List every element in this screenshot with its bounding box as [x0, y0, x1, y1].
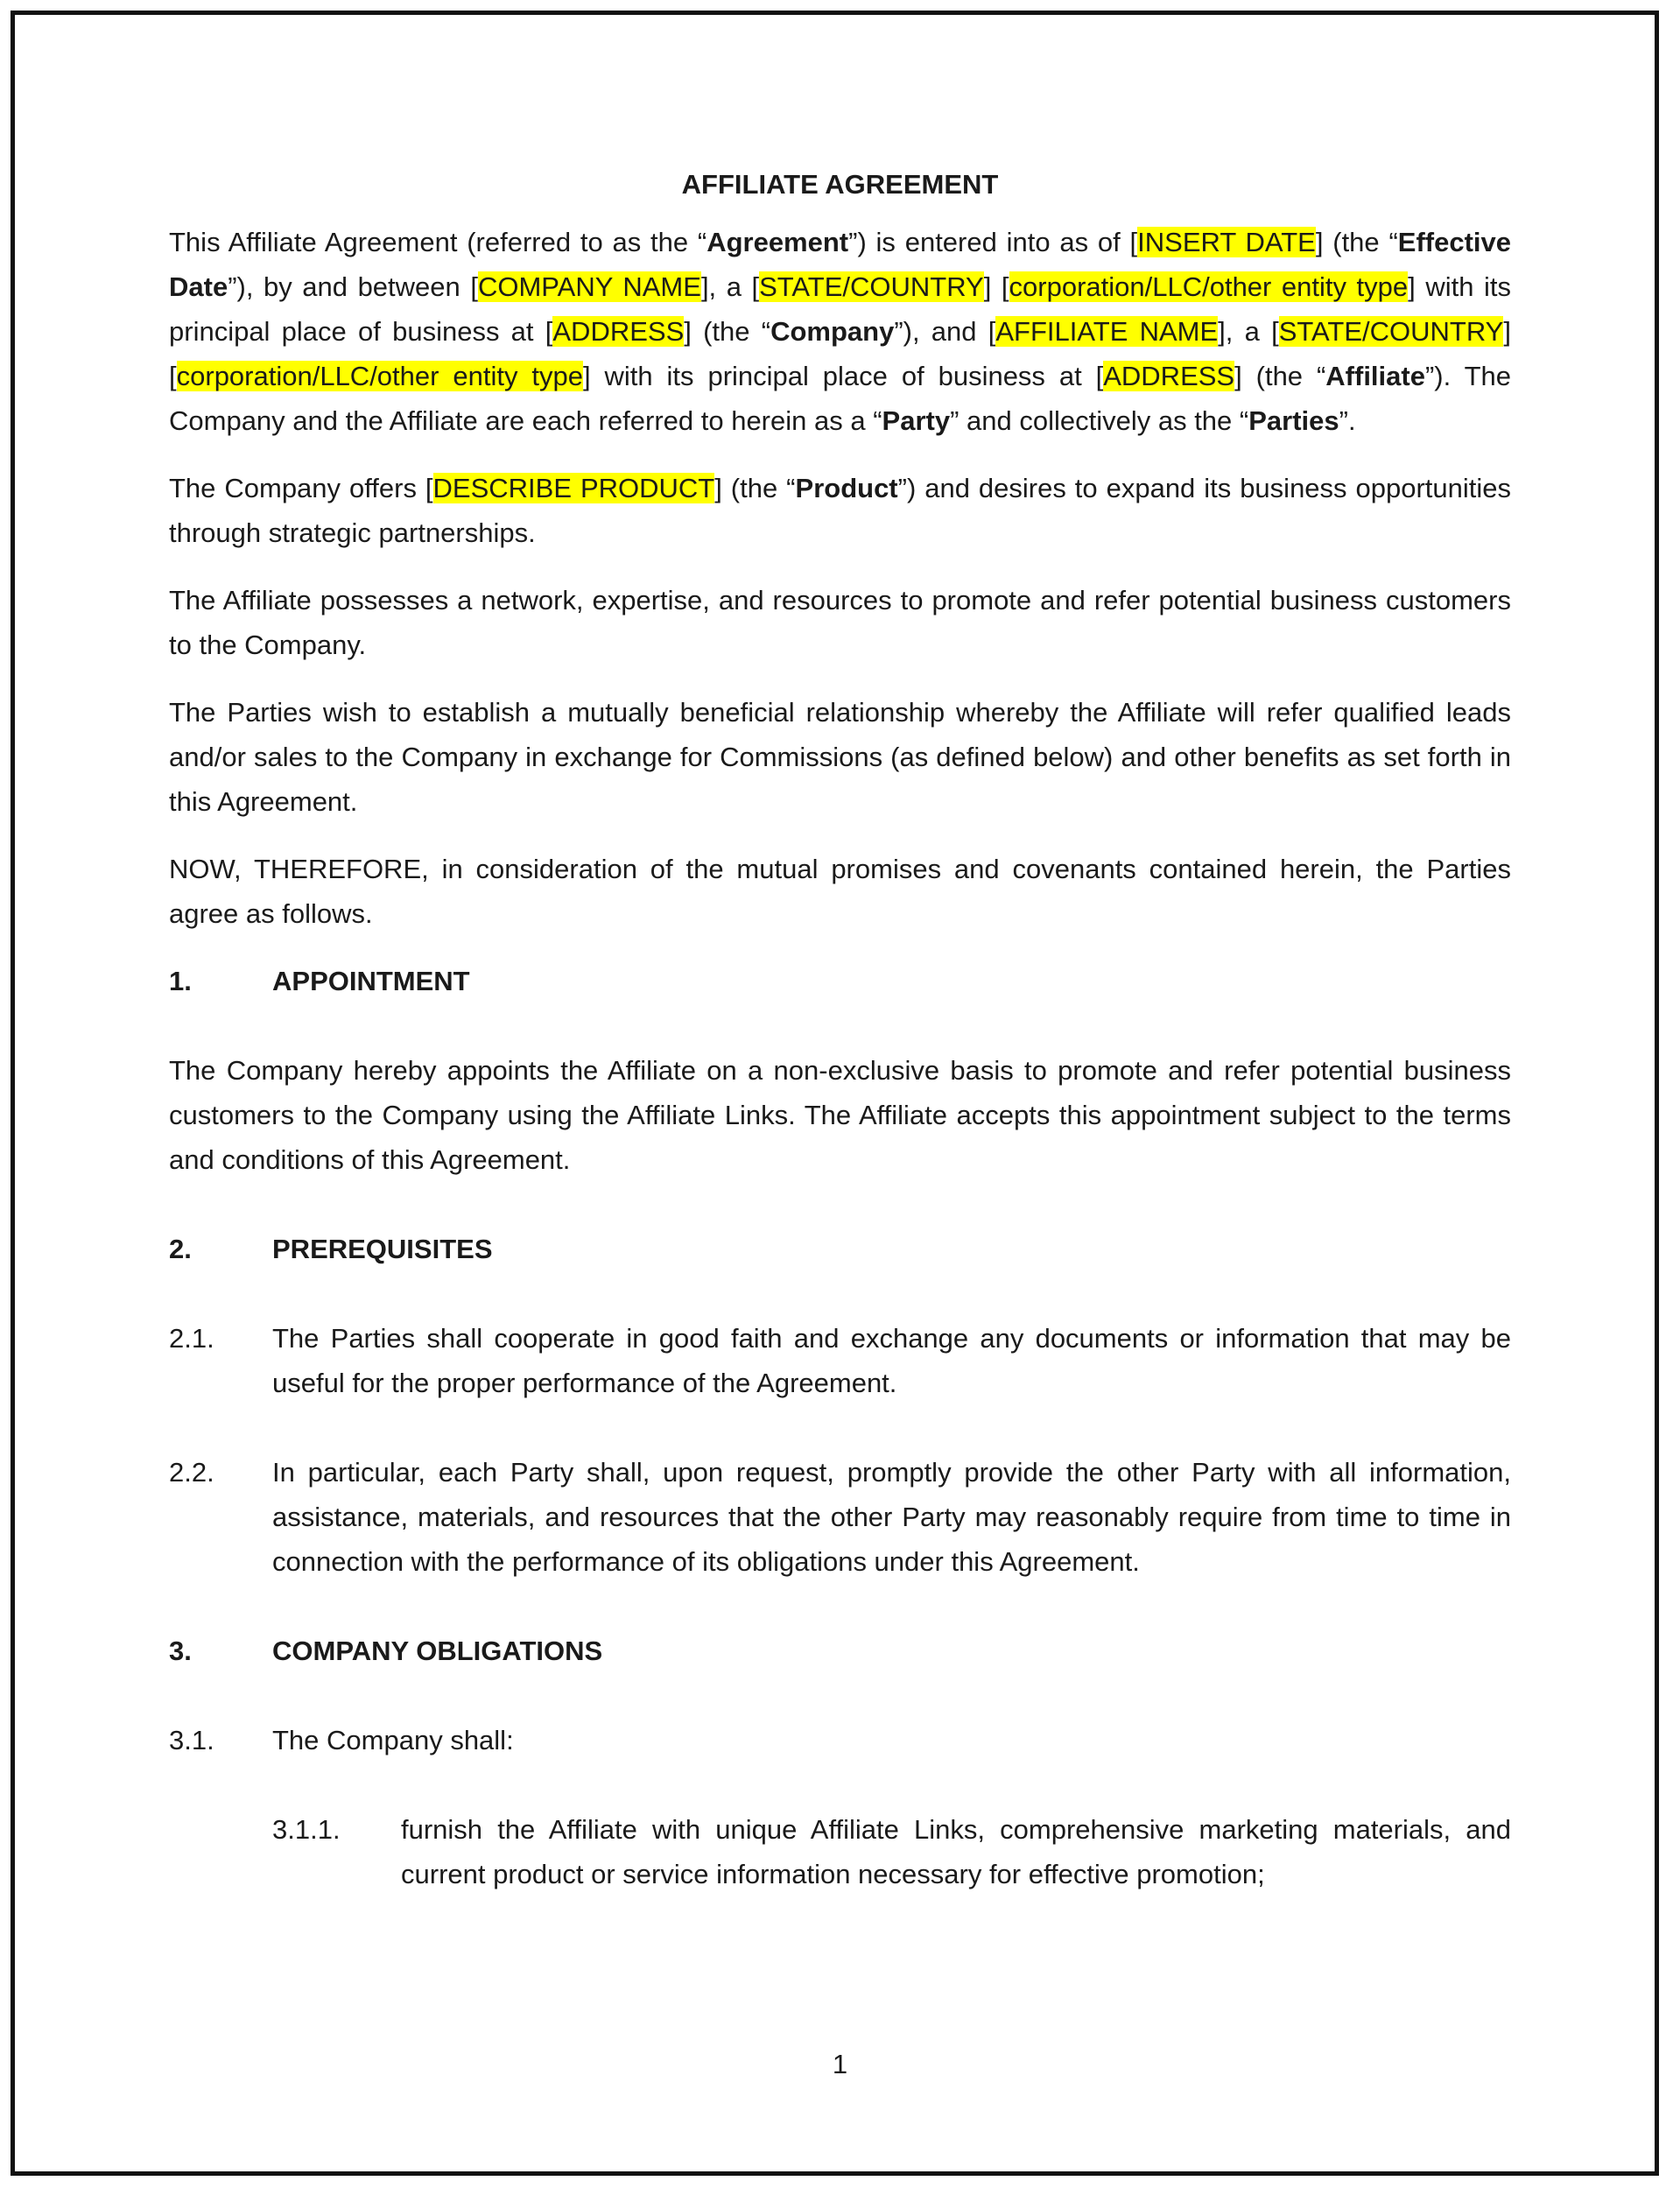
clause-text: The Parties shall cooperate in good faith and exchange any documents or information that may be useful for the proper performance of the Agreement. — [272, 1323, 1511, 1398]
clause-2-2 — [169, 1450, 1511, 1584]
product-paragraph: The Company offers [DESCRIBE PRODUCT] (the “Product”) and desires to expand its business opportunities through strategic partnerships. — [169, 473, 1512, 548]
page-number: 1 — [832, 2049, 848, 2079]
document-page — [169, 162, 1511, 1941]
clause-number: 3.1. — [169, 1725, 214, 1755]
section-number: 3. — [169, 1636, 192, 1666]
therefore-paragraph: NOW, THEREFORE, in consideration of the mutual promises and covenants contained herein, the Parties agree as follows. — [169, 854, 1511, 929]
placeholder-entity-type[interactable]: corporation/LLC/other entity type — [176, 361, 583, 391]
clause-number: 2.2. — [169, 1457, 214, 1488]
clause-text: In particular, each Party shall, upon request, promptly provide the other Party with all information, assistance, materials, and resources that the other Party may reasonably require from time to time in connection with the performance of its obligations under this Agreement. — [272, 1457, 1511, 1577]
placeholder-affiliate-name[interactable]: AFFILIATE NAME — [995, 316, 1219, 347]
defined-term-party: Party — [882, 405, 951, 436]
placeholder-address[interactable]: ADDRESS — [552, 316, 685, 347]
clause-number: 2.1. — [169, 1323, 214, 1354]
clause-text: furnish the Affiliate with unique Affiliate Links, comprehensive marketing materials, and current product or service information necessary for effective promotion; — [401, 1814, 1511, 1889]
clause-number: 3.1.1. — [272, 1814, 341, 1845]
placeholder-insert-date[interactable]: INSERT DATE — [1137, 227, 1316, 257]
placeholder-entity-type[interactable]: corporation/LLC/other entity type — [1009, 271, 1409, 302]
defined-term-affiliate: Affiliate — [1325, 361, 1425, 391]
intro-paragraph: This Affiliate Agreement (referred to as the “Agreement”) is entered into as of [INSERT DATE] (the “Effective Date”), by and between [COMPANY NAME], a [STATE/COUNTRY] [corporation/LLC/other entity type] with its principal place of business at [ADDRESS] (the “Company”), and [AFFILIATE NAME], a [STATE/COUNTRY] [corporation/LLC/other entity type] with its principal place of business at [ADDRESS] (the “Affiliate”). The Company and the Affiliate are each referred to herein as a “Party” and collectively as the “Parties”. — [169, 227, 1511, 436]
affiliate-paragraph: The Affiliate possesses a network, expertise, and resources to promote and refer potential business customers to the Company. — [169, 585, 1511, 660]
placeholder-company-name[interactable]: COMPANY NAME — [477, 271, 701, 302]
placeholder-describe-product[interactable]: DESCRIBE PRODUCT — [432, 473, 715, 503]
section-title: COMPANY OBLIGATIONS — [272, 1636, 603, 1666]
section-number: 1. — [169, 966, 192, 996]
clause-2-1 — [169, 1316, 1511, 1405]
placeholder-address[interactable]: ADDRESS — [1103, 361, 1235, 391]
clause-3-1-1 — [272, 1807, 1511, 1896]
defined-term-product: Product — [795, 473, 898, 503]
clause-3-1 — [169, 1718, 1511, 1762]
defined-term-parties: Parties — [1248, 405, 1339, 436]
relationship-paragraph: The Parties wish to establish a mutually beneficial relationship whereby the Affiliate will refer qualified leads and/or sales to the Company in exchange for Commissions (as defined below) and other benefits as set forth in this Agreement. — [169, 697, 1511, 817]
document-title: AFFILIATE AGREEMENT — [681, 169, 999, 200]
section-heading-appointment — [169, 959, 1511, 1003]
placeholder-state-country[interactable]: STATE/COUNTRY — [759, 271, 984, 302]
defined-term-agreement: Agreement — [706, 227, 849, 257]
placeholder-state-country[interactable]: STATE/COUNTRY — [1278, 316, 1504, 347]
defined-term-effective-date: Effective Date — [169, 227, 1511, 302]
section-heading-company-obligations — [169, 1629, 1511, 1673]
section-heading-prerequisites — [169, 1227, 1511, 1271]
clause-text: The Company shall: — [272, 1725, 514, 1755]
section-title: APPOINTMENT — [272, 966, 470, 996]
section-number: 2. — [169, 1234, 192, 1264]
defined-term-company: Company — [770, 316, 895, 347]
section-title: PREREQUISITES — [272, 1234, 493, 1264]
appointment-text: The Company hereby appoints the Affiliate on a non-exclusive basis to promote and refer potential business customers to the Company using the Affiliate Links. The Affiliate accepts this appointment subject to the terms and conditions of this Agreement. — [169, 1055, 1511, 1175]
